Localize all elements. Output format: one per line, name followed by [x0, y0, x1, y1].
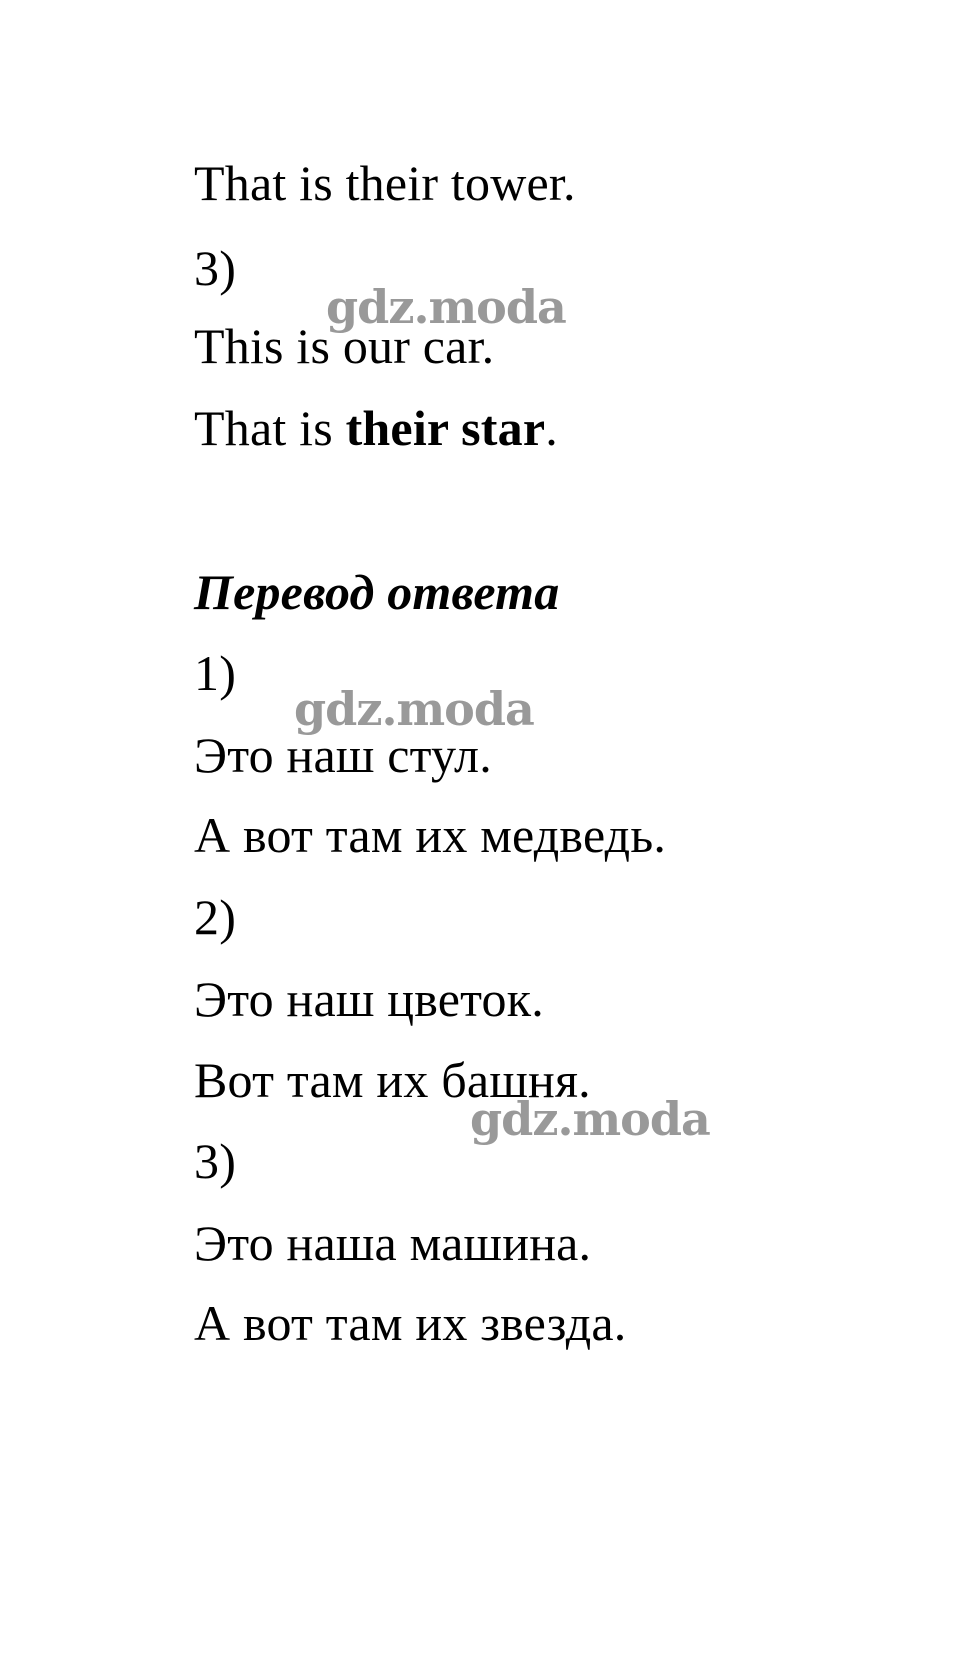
translation-line-chair: Это наш стул. — [194, 727, 492, 783]
english-star-suffix: . — [545, 400, 558, 456]
item-number-3: 3) — [194, 240, 237, 296]
translation-number-2: 2) — [194, 889, 237, 945]
watermark: gdz.moda — [470, 1092, 710, 1146]
english-line-car: This is our car. — [194, 318, 495, 374]
translation-line-star: А вот там их звезда. — [194, 1295, 627, 1351]
translation-line-bear: А вот там их медведь. — [194, 807, 667, 863]
english-star-bold: their star — [345, 400, 546, 456]
watermark: gdz.moda — [294, 682, 534, 736]
watermark: gdz.moda — [326, 280, 566, 334]
translation-line-flower: Это наш цветок. — [194, 971, 544, 1027]
english-line-star — [194, 400, 558, 456]
english-star-prefix: That is — [194, 400, 346, 456]
translation-heading: Перевод ответа — [194, 564, 560, 620]
translation-number-3: 3) — [194, 1133, 237, 1189]
english-line-tower: That is their tower. — [194, 155, 576, 211]
translation-line-car: Это наша машина. — [194, 1215, 592, 1271]
translation-number-1: 1) — [194, 645, 237, 701]
translation-line-tower: Вот там их башня. — [194, 1052, 591, 1108]
